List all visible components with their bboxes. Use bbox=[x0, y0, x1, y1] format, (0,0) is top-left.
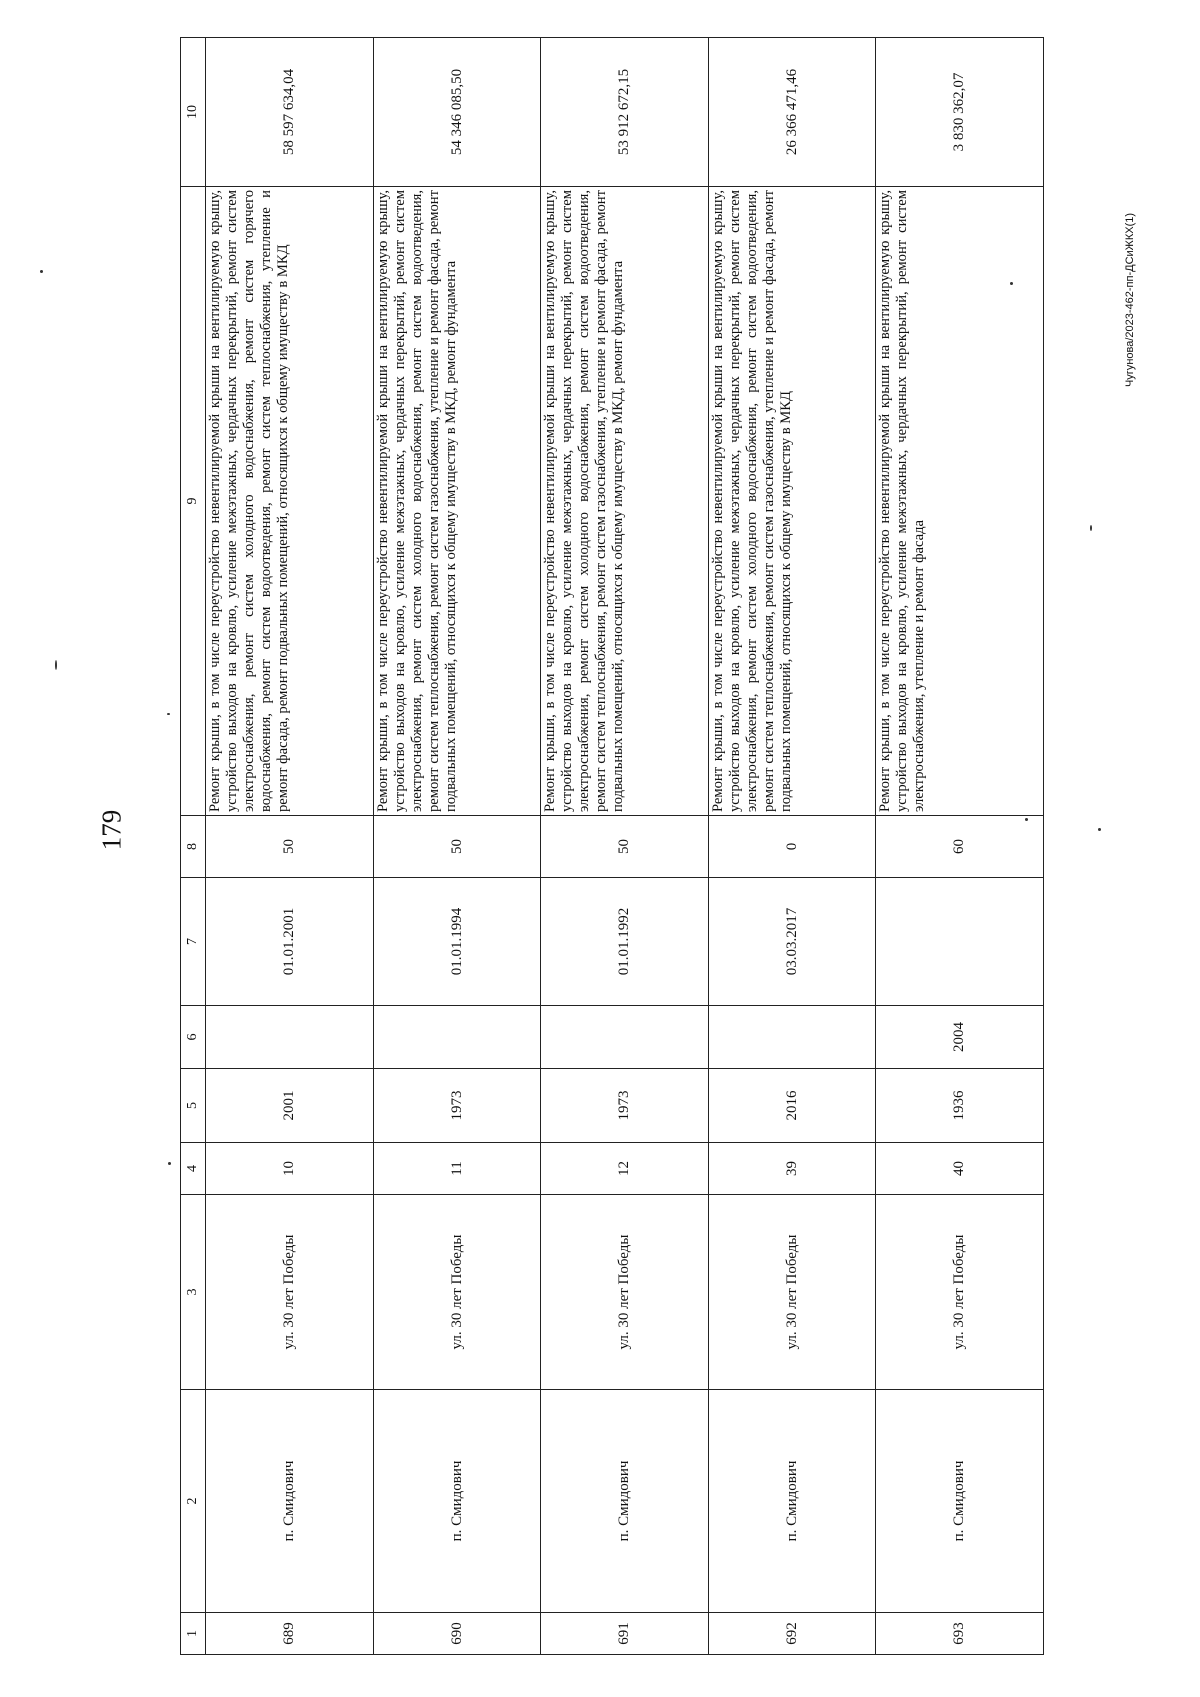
works-cell: Ремонт крыши, в том числе переустройство невентилируемой крыши на вентилируемую крышу, устройство выходов на кровлю, усиление межэтажных, чердачных перекрытий, ремонт систем электроснабжения, ремонт систем холодного водоснабжения, ремонт систем водоотведения, ремонт систем теплоснабжения, ремонт систем газоснабжения, утепление и ремонт фасада, ремонт подвальных помещений, относящихся к общему имуществу в МКД, ремонт фундамента bbox=[373, 187, 541, 816]
year-built-cell: 1973 bbox=[373, 1069, 541, 1143]
settlement-cell: п. Смидович bbox=[206, 1390, 374, 1613]
row-number: 691 bbox=[541, 1613, 709, 1655]
column-header: 3 bbox=[181, 1195, 206, 1390]
wear-cell: 50 bbox=[206, 816, 374, 878]
table-row bbox=[206, 38, 374, 1655]
table-row bbox=[373, 38, 541, 1655]
settlement-cell: п. Смидович bbox=[373, 1390, 541, 1613]
house-number-cell: 39 bbox=[708, 1143, 876, 1195]
row-number: 692 bbox=[708, 1613, 876, 1655]
header-row bbox=[181, 38, 206, 1655]
row-number: 689 bbox=[206, 1613, 374, 1655]
document-reference: Чугунова/2023-462-пп-ДСиЖКХ(1) bbox=[1124, 212, 1136, 388]
column-header: 9 bbox=[181, 187, 206, 816]
street-cell: ул. 30 лет Победы bbox=[206, 1195, 374, 1390]
house-number-cell: 10 bbox=[206, 1143, 374, 1195]
wear-cell: 50 bbox=[373, 816, 541, 878]
column-header: 5 bbox=[181, 1069, 206, 1143]
table-row bbox=[541, 38, 709, 1655]
date-cell: 03.03.2017 bbox=[708, 878, 876, 1006]
wear-cell: 0 bbox=[708, 816, 876, 878]
table-row bbox=[708, 38, 876, 1655]
date-cell: 01.01.1992 bbox=[541, 878, 709, 1006]
street-cell: ул. 30 лет Победы bbox=[708, 1195, 876, 1390]
overhaul-year-cell bbox=[541, 1006, 709, 1069]
scan-speck bbox=[55, 660, 57, 670]
street-cell: ул. 30 лет Победы bbox=[541, 1195, 709, 1390]
scan-speck bbox=[167, 713, 170, 715]
year-built-cell: 1973 bbox=[541, 1069, 709, 1143]
works-cell: Ремонт крыши, в том числе переустройство невентилируемой крыши на вентилируемую крышу, устройство выходов на кровлю, усиление межэтажных, чердачных перекрытий, ремонт систем электроснабжения, ремонт систем холодного водоснабжения, ремонт систем горячего водоснабжения, ремонт систем водоотведения, ремонт систем теплоснабжения, утепление и ремонт фасада, ремонт подвальных помещений, относящихся к общему имуществу в МКД bbox=[206, 187, 374, 816]
overhaul-year-cell bbox=[708, 1006, 876, 1069]
row-number: 693 bbox=[876, 1613, 1044, 1655]
settlement-cell: п. Смидович bbox=[541, 1390, 709, 1613]
table-row bbox=[876, 38, 1044, 1655]
cost-cell: 58 597 634,04 bbox=[206, 38, 374, 187]
cost-cell: 3 830 362,07 bbox=[876, 38, 1044, 187]
scan-speck bbox=[168, 1162, 171, 1165]
works-cell: Ремонт крыши, в том числе переустройство невентилируемой крыши на вентилируемую крышу, устройство выходов на кровлю, усиление межэтажных, чердачных перекрытий, ремонт систем электроснабжения, утепление и ремонт фасада bbox=[876, 187, 1044, 816]
date-cell bbox=[876, 878, 1044, 1006]
housing-repair-table bbox=[180, 38, 1044, 1655]
street-cell: ул. 30 лет Победы bbox=[373, 1195, 541, 1390]
row-number: 690 bbox=[373, 1613, 541, 1655]
date-cell: 01.01.2001 bbox=[206, 878, 374, 1006]
column-header: 8 bbox=[181, 816, 206, 878]
house-number-cell: 40 bbox=[876, 1143, 1044, 1195]
house-number-cell: 12 bbox=[541, 1143, 709, 1195]
column-header: 2 bbox=[181, 1390, 206, 1613]
overhaul-year-cell bbox=[373, 1006, 541, 1069]
date-cell: 01.01.1994 bbox=[373, 878, 541, 1006]
column-header: 1 bbox=[181, 1613, 206, 1655]
column-header: 7 bbox=[181, 878, 206, 1006]
column-header: 4 bbox=[181, 1143, 206, 1195]
wear-cell: 50 bbox=[541, 816, 709, 878]
cost-cell: 53 912 672,15 bbox=[541, 38, 709, 187]
column-header: 6 bbox=[181, 1006, 206, 1069]
registry-table bbox=[180, 37, 1044, 1655]
works-cell: Ремонт крыши, в том числе переустройство невентилируемой крыши на вентилируемую крышу, устройство выходов на кровлю, усиление межэтажных, чердачных перекрытий, ремонт систем электроснабжения, ремонт систем холодного водоснабжения, ремонт систем водоотведения, ремонт систем теплоснабжения, ремонт систем газоснабжения, утепление и ремонт фасада, ремонт подвальных помещений, относящихся к общему имуществу в МКД bbox=[708, 187, 876, 816]
column-header: 10 bbox=[181, 38, 206, 187]
street-cell: ул. 30 лет Победы bbox=[876, 1195, 1044, 1390]
overhaul-year-cell: 2004 bbox=[876, 1006, 1044, 1069]
scan-speck bbox=[40, 270, 43, 273]
scan-speck bbox=[1098, 828, 1101, 831]
scan-speck bbox=[1090, 525, 1092, 531]
page-number: 179 bbox=[96, 809, 127, 851]
works-cell: Ремонт крыши, в том числе переустройство невентилируемой крыши на вентилируемую крышу, устройство выходов на кровлю, усиление межэтажных, чердачных перекрытий, ремонт систем электроснабжения, ремонт систем холодного водоснабжения, ремонт систем водоотведения, ремонт систем теплоснабжения, ремонт систем газоснабжения, утепление и ремонт фасада, ремонт подвальных помещений, относящихся к общему имуществу в МКД, ремонт фундамента bbox=[541, 187, 709, 816]
year-built-cell: 1936 bbox=[876, 1069, 1044, 1143]
settlement-cell: п. Смидович bbox=[876, 1390, 1044, 1613]
house-number-cell: 11 bbox=[373, 1143, 541, 1195]
year-built-cell: 2001 bbox=[206, 1069, 374, 1143]
overhaul-year-cell bbox=[206, 1006, 374, 1069]
year-built-cell: 2016 bbox=[708, 1069, 876, 1143]
cost-cell: 54 346 085,50 bbox=[373, 38, 541, 187]
settlement-cell: п. Смидович bbox=[708, 1390, 876, 1613]
wear-cell: 60 bbox=[876, 816, 1044, 878]
cost-cell: 26 366 471,46 bbox=[708, 38, 876, 187]
